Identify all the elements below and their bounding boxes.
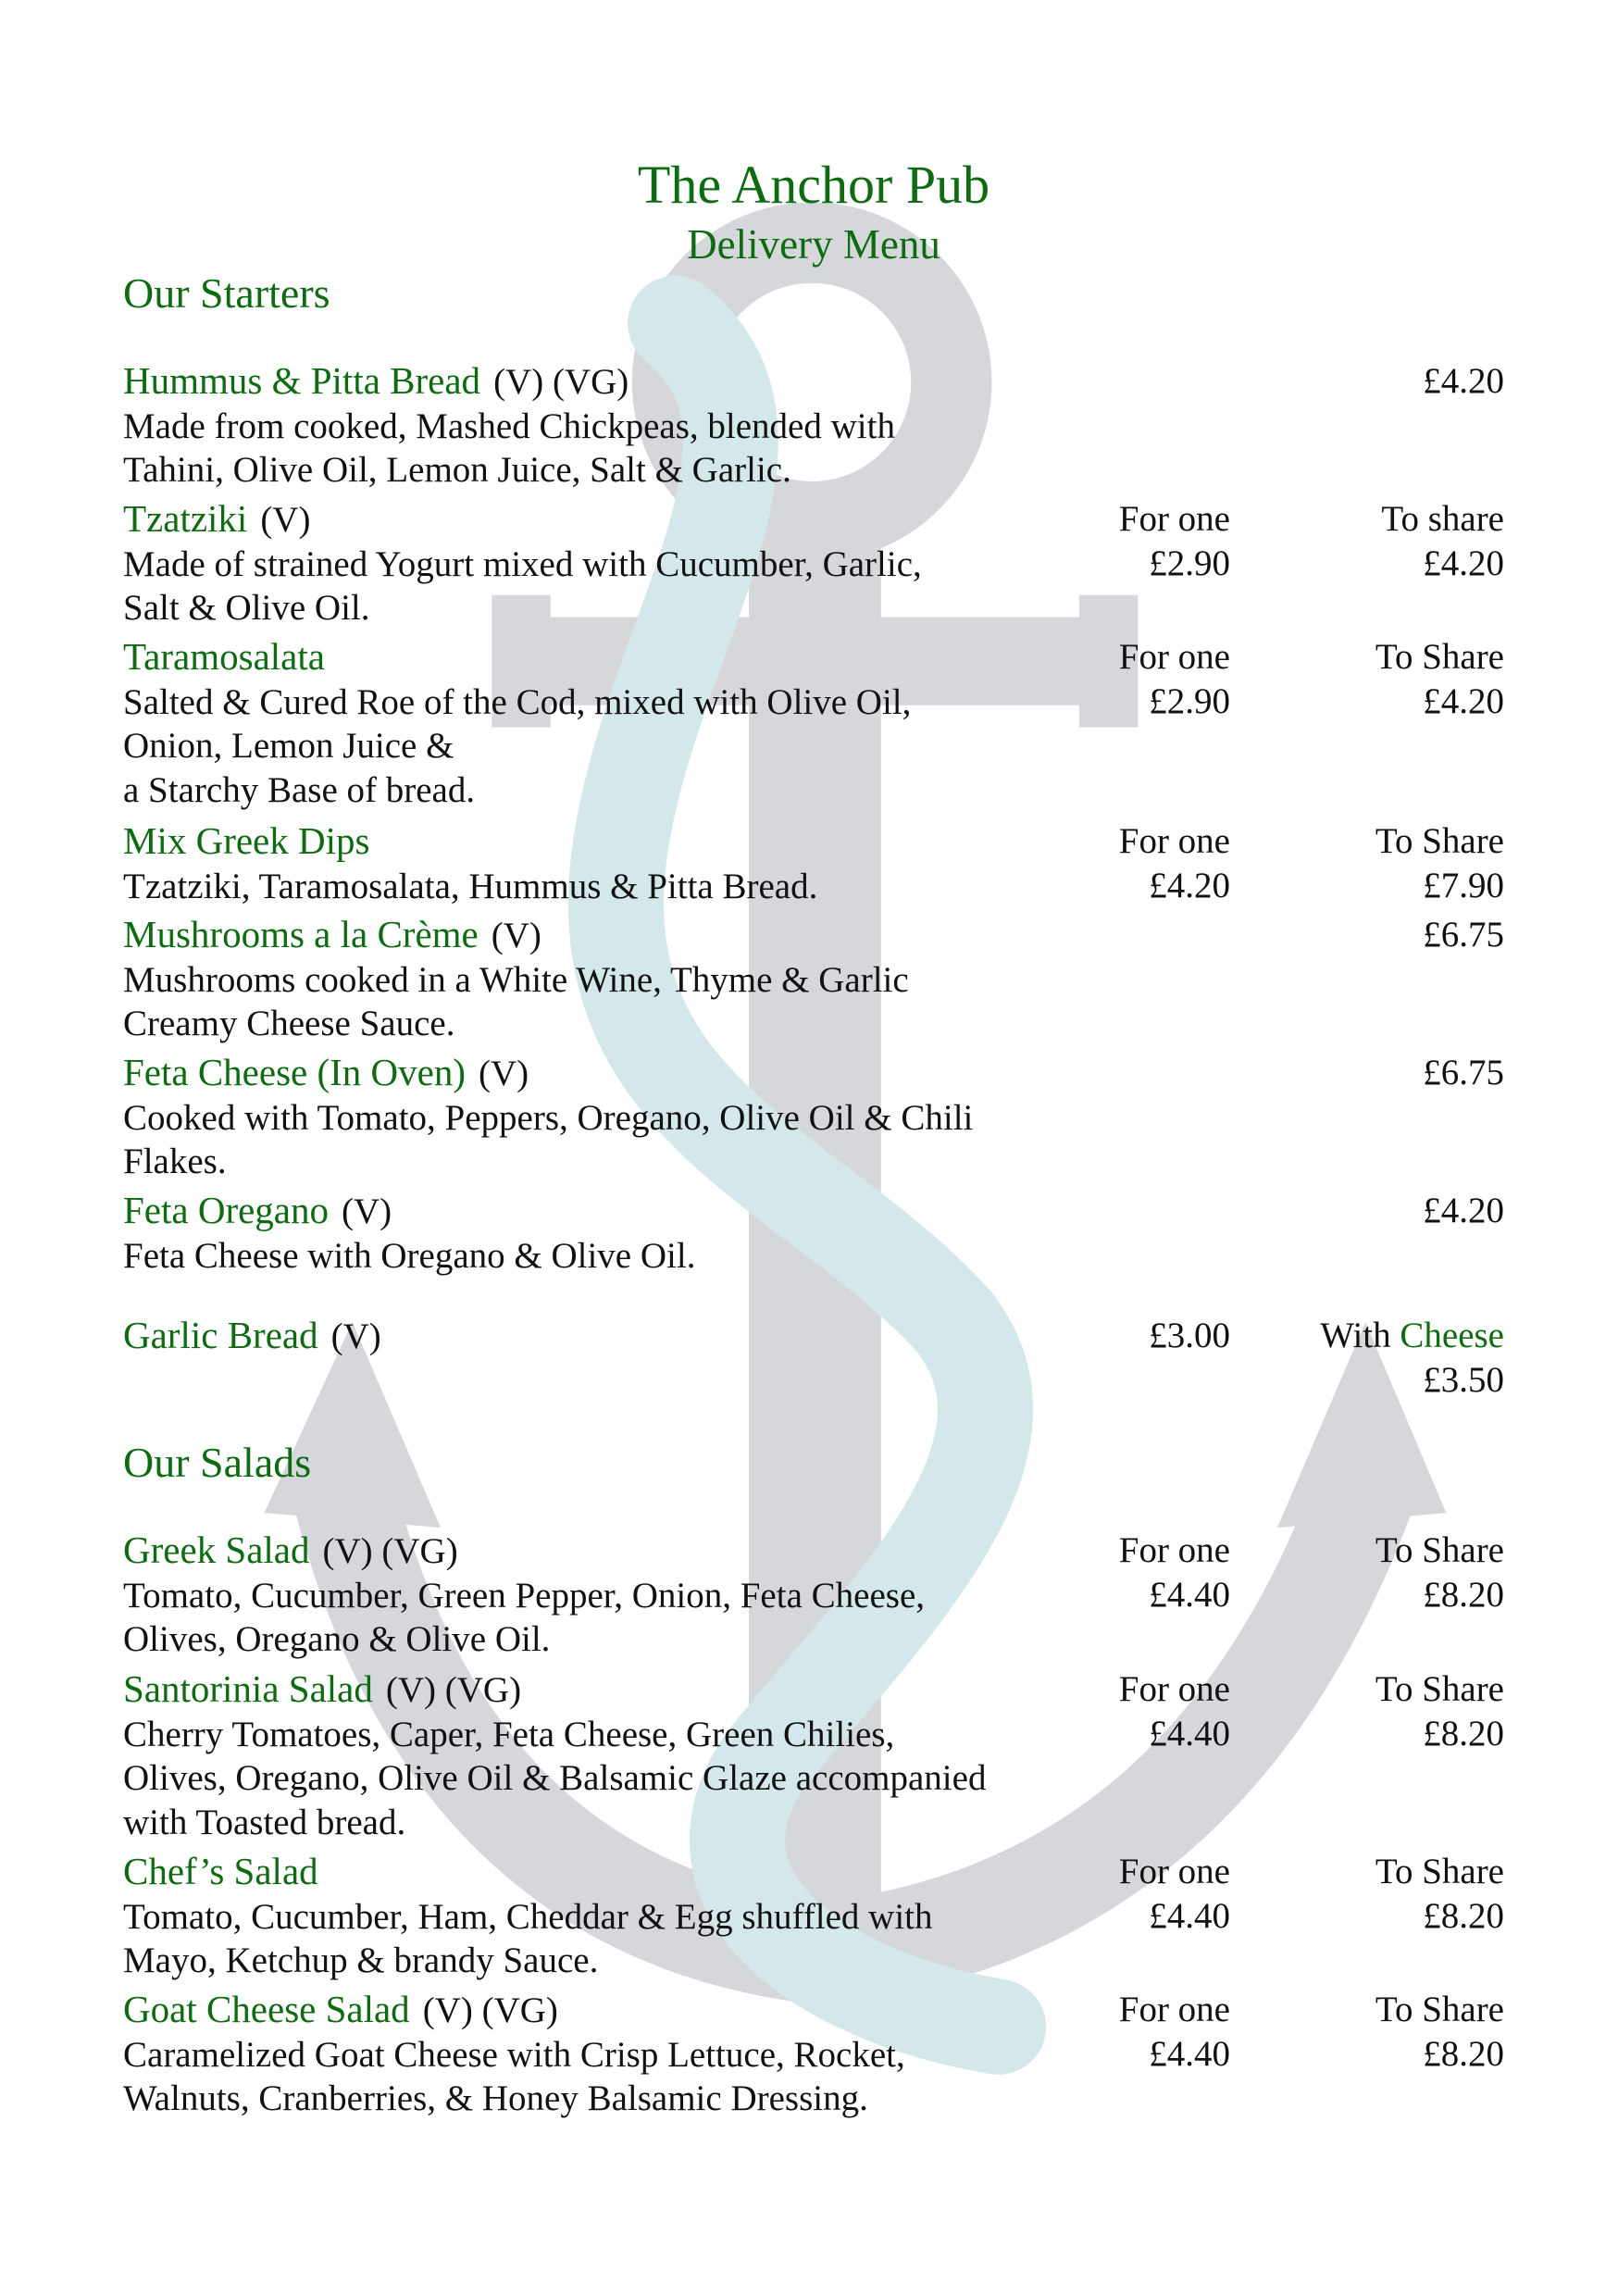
item-tags: (V) (VG) xyxy=(322,1531,458,1571)
price-label-share: To Share xyxy=(1375,637,1504,677)
section-heading-starters: Our Starters xyxy=(123,269,330,317)
menu-item xyxy=(123,1988,1504,2121)
menu-item xyxy=(123,497,1504,630)
item-name: Garlic Bread xyxy=(123,1314,318,1356)
item-name: Mushrooms a la Crème xyxy=(123,913,479,955)
page-title: The Anchor Pub xyxy=(637,155,990,215)
price-label-share: To Share xyxy=(1375,1852,1504,1891)
price-share: £8.20 xyxy=(1423,1713,1504,1753)
price-label-share: £6.75 xyxy=(1423,1053,1504,1092)
price-one: £4.40 xyxy=(1149,1574,1230,1615)
item-name: Tzatziki xyxy=(123,497,248,540)
page-subtitle: Delivery Menu xyxy=(687,221,940,268)
price-label-one: For one xyxy=(1118,1990,1230,2029)
menu-item xyxy=(123,359,1504,493)
item-name: Goat Cheese Salad xyxy=(123,1988,410,2030)
price-one: £2.90 xyxy=(1149,680,1230,721)
with-label: With xyxy=(1320,1316,1391,1355)
price-label-share: £4.20 xyxy=(1423,361,1504,401)
item-description: Made of strained Yogurt mixed with Cucumber, Garlic, Salt & Olive Oil. xyxy=(123,543,922,629)
item-name: Hummus & Pitta Bread xyxy=(123,359,481,402)
item-tags: (V) xyxy=(479,1054,529,1093)
menu-item xyxy=(123,1051,1504,1184)
item-description: Feta Cheese with Oregano & Olive Oil. xyxy=(123,1235,696,1276)
menu-item xyxy=(123,1189,1504,1278)
item-description: Mushrooms cooked in a White Wine, Thyme & Garlic Creamy Cheese Sauce. xyxy=(123,959,909,1044)
price-one: £4.20 xyxy=(1149,865,1230,905)
item-tags: (V) (VG) xyxy=(385,1670,522,1710)
price-share: £7.90 xyxy=(1423,865,1504,905)
price-one: £4.40 xyxy=(1149,1713,1230,1753)
cheese-label: Cheese xyxy=(1400,1316,1504,1355)
item-description: Tomato, Cucumber, Ham, Cheddar & Egg shuffled with Mayo, Ketchup & brandy Sauce. xyxy=(123,1896,933,1981)
price-label-share: To Share xyxy=(1375,821,1504,861)
item-description: Caramelized Goat Cheese with Crisp Lettuce, Rocket, Walnuts, Cranberries, & Honey Balsamic Dressing. xyxy=(123,2034,905,2119)
item-tags: (V) (VG) xyxy=(422,1990,558,2030)
item-name: Taramosalata xyxy=(123,635,325,678)
menu-item xyxy=(123,635,1504,812)
price-label-share: £6.75 xyxy=(1423,915,1504,955)
item-tags: (V) xyxy=(342,1192,392,1231)
item-tags: (V) xyxy=(330,1316,381,1356)
menu-item xyxy=(123,1850,1504,1983)
item-tags: (V) xyxy=(491,916,541,955)
price-label-share: To share xyxy=(1381,499,1504,539)
item-name: Greek Salad xyxy=(123,1529,310,1571)
price-label-one: For one xyxy=(1118,1852,1230,1891)
price-label-share: To Share xyxy=(1375,1530,1504,1570)
menu-item xyxy=(123,819,1504,908)
price-one: £4.40 xyxy=(1149,2033,1230,2074)
price-label-one: For one xyxy=(1118,821,1230,861)
price-label-one: For one xyxy=(1118,499,1230,539)
price-one: £4.40 xyxy=(1149,1895,1230,1936)
price-label-one: For one xyxy=(1118,1669,1230,1709)
price-share: £4.20 xyxy=(1423,680,1504,721)
price-share: £8.20 xyxy=(1423,2033,1504,2074)
price-share: £8.20 xyxy=(1423,1574,1504,1615)
price-label-share: £4.20 xyxy=(1423,1191,1504,1230)
item-description: Cooked with Tomato, Peppers, Oregano, Olive Oil & Chili Flakes. xyxy=(123,1097,974,1182)
item-name: Santorinia Salad xyxy=(123,1667,373,1710)
item-tags: (V) (VG) xyxy=(493,362,629,402)
price-label-share: To Share xyxy=(1375,1990,1504,2029)
item-description: Cherry Tomatoes, Caper, Feta Cheese, Green Chilies, Olives, Oregano, Olive Oil & Balsamic Glaze accompanied with Toasted bread. xyxy=(123,1714,987,1842)
item-name: Mix Greek Dips xyxy=(123,819,370,862)
price-label-share: To Share xyxy=(1375,1669,1504,1709)
price-share: £8.20 xyxy=(1423,1895,1504,1936)
menu-item xyxy=(123,1529,1504,1662)
item-name: Feta Cheese (In Oven) xyxy=(123,1051,467,1093)
item-name: Chef’s Salad xyxy=(123,1850,318,1892)
price-one: £2.90 xyxy=(1149,543,1230,583)
cheese-price: £3.50 xyxy=(1423,1359,1504,1400)
item-description: Tzatziki, Taramosalata, Hummus & Pitta Bread. xyxy=(123,866,818,906)
item-tags: (V) xyxy=(260,500,311,540)
item-name: Feta Oregano xyxy=(123,1189,329,1231)
price-label-one: For one xyxy=(1118,1530,1230,1570)
menu-item xyxy=(123,1667,1504,1844)
item-description: Salted & Cured Roe of the Cod, mixed with Olive Oil, Onion, Lemon Juice & a Starchy Base of bread. xyxy=(123,681,912,810)
item-description: Made from cooked, Mashed Chickpeas, blended with Tahini, Olive Oil, Lemon Juice, Salt & Garlic. xyxy=(123,406,895,491)
item-price: £3.00 xyxy=(1149,1316,1230,1355)
price-label-one: For one xyxy=(1118,637,1230,677)
menu-item xyxy=(123,913,1504,1046)
price-share: £4.20 xyxy=(1423,543,1504,583)
menu-item-garlic-bread xyxy=(123,1314,1504,1400)
item-description: Tomato, Cucumber, Green Pepper, Onion, Feta Cheese, Olives, Oregano & Olive Oil. xyxy=(123,1575,925,1660)
section-heading-salads: Our Salads xyxy=(123,1439,312,1486)
